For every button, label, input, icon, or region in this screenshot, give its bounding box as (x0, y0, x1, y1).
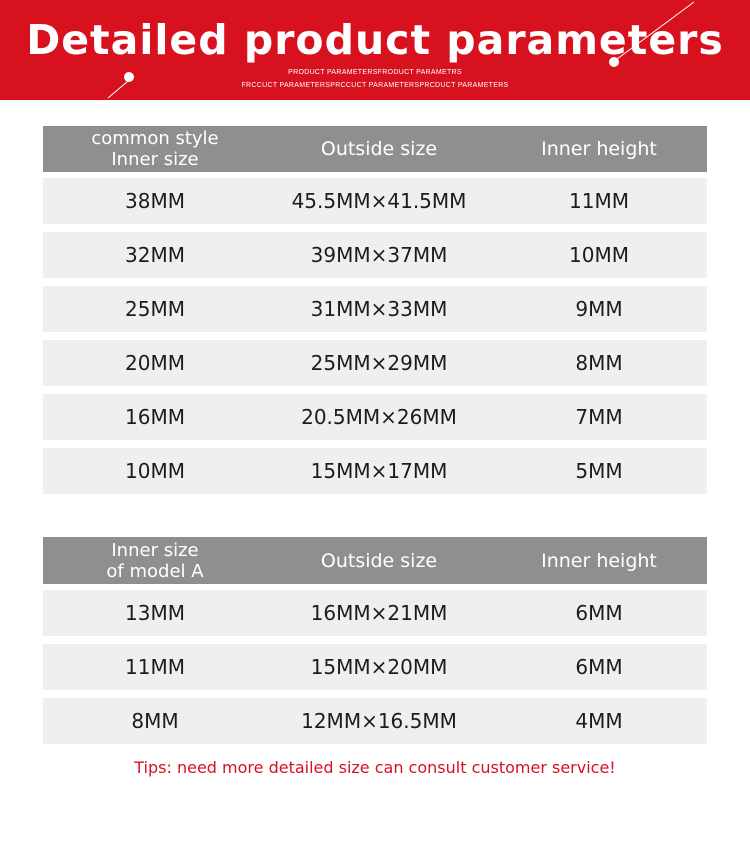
cell-inner-size: 13MM (125, 601, 185, 625)
cell-inner-size: 11MM (125, 655, 185, 679)
table-row (43, 644, 707, 690)
table-row (43, 394, 707, 440)
cell-inner-height: 8MM (575, 351, 623, 375)
table-row (43, 232, 707, 278)
cell-outside-size: 45.5MM×41.5MM (291, 189, 467, 213)
cell-outside-size: 31MM×33MM (310, 297, 448, 321)
cell-inner-size: 25MM (125, 297, 185, 321)
cell-inner-height: 7MM (575, 405, 623, 429)
table-row (43, 340, 707, 386)
table-header-row (43, 537, 707, 584)
header-inner-size-line2: Inner size (111, 149, 199, 170)
cell-inner-height: 10MM (569, 243, 629, 267)
cell-inner-height: 9MM (575, 297, 623, 321)
cell-inner-size: 8MM (131, 709, 179, 733)
table-header-row (43, 126, 707, 172)
table-row (43, 590, 707, 636)
cell-inner-height: 4MM (575, 709, 623, 733)
banner (0, 0, 750, 100)
cell-outside-size: 12MM×16.5MM (301, 709, 457, 733)
cell-outside-size: 16MM×21MM (310, 601, 448, 625)
cell-inner-height: 6MM (575, 601, 623, 625)
table-row (43, 448, 707, 494)
banner-title: Detailed product parameters (26, 16, 724, 64)
cell-inner-size: 38MM (125, 189, 185, 213)
cell-outside-size: 15MM×17MM (310, 459, 448, 483)
header-inner-size-line1: common style (91, 128, 219, 149)
header-inner-size-line2: of model A (106, 560, 204, 582)
header-inner-size (43, 540, 267, 582)
table-row (43, 286, 707, 332)
tips-text: Tips: need more detailed size can consult customer service! (134, 758, 616, 777)
cell-inner-size: 32MM (125, 243, 185, 267)
cell-outside-size: 15MM×20MM (310, 655, 448, 679)
header-inner-size (43, 128, 267, 170)
cell-inner-size: 20MM (125, 351, 185, 375)
cell-inner-size: 16MM (125, 405, 185, 429)
header-inner-size-line1: Inner size (111, 539, 199, 561)
header-inner-height: Inner height (541, 138, 657, 160)
table-row (43, 698, 707, 744)
table-row (43, 178, 707, 224)
cell-inner-height: 6MM (575, 655, 623, 679)
header-outside-size: Outside size (320, 549, 438, 572)
banner-subtitle-2: FRCCUCT PARAMETERSPRCCUCT PARAMETERSPRCDUCT PARAMETERS (241, 82, 509, 89)
cell-inner-size: 10MM (125, 459, 185, 483)
cell-outside-size: 20.5MM×26MM (301, 405, 457, 429)
cell-inner-height: 5MM (575, 459, 623, 483)
common-style-table (43, 126, 707, 494)
header-outside-size: Outside size (320, 138, 438, 160)
banner-subtitle-1: PRODUCT PARAMETERSFRODUCT PARAMETRS (288, 69, 462, 76)
header-inner-height: Inner height (541, 549, 657, 572)
model-a-table (43, 537, 707, 744)
cell-inner-height: 11MM (569, 189, 629, 213)
cell-outside-size: 39MM×37MM (310, 243, 448, 267)
cell-outside-size: 25MM×29MM (310, 351, 448, 375)
